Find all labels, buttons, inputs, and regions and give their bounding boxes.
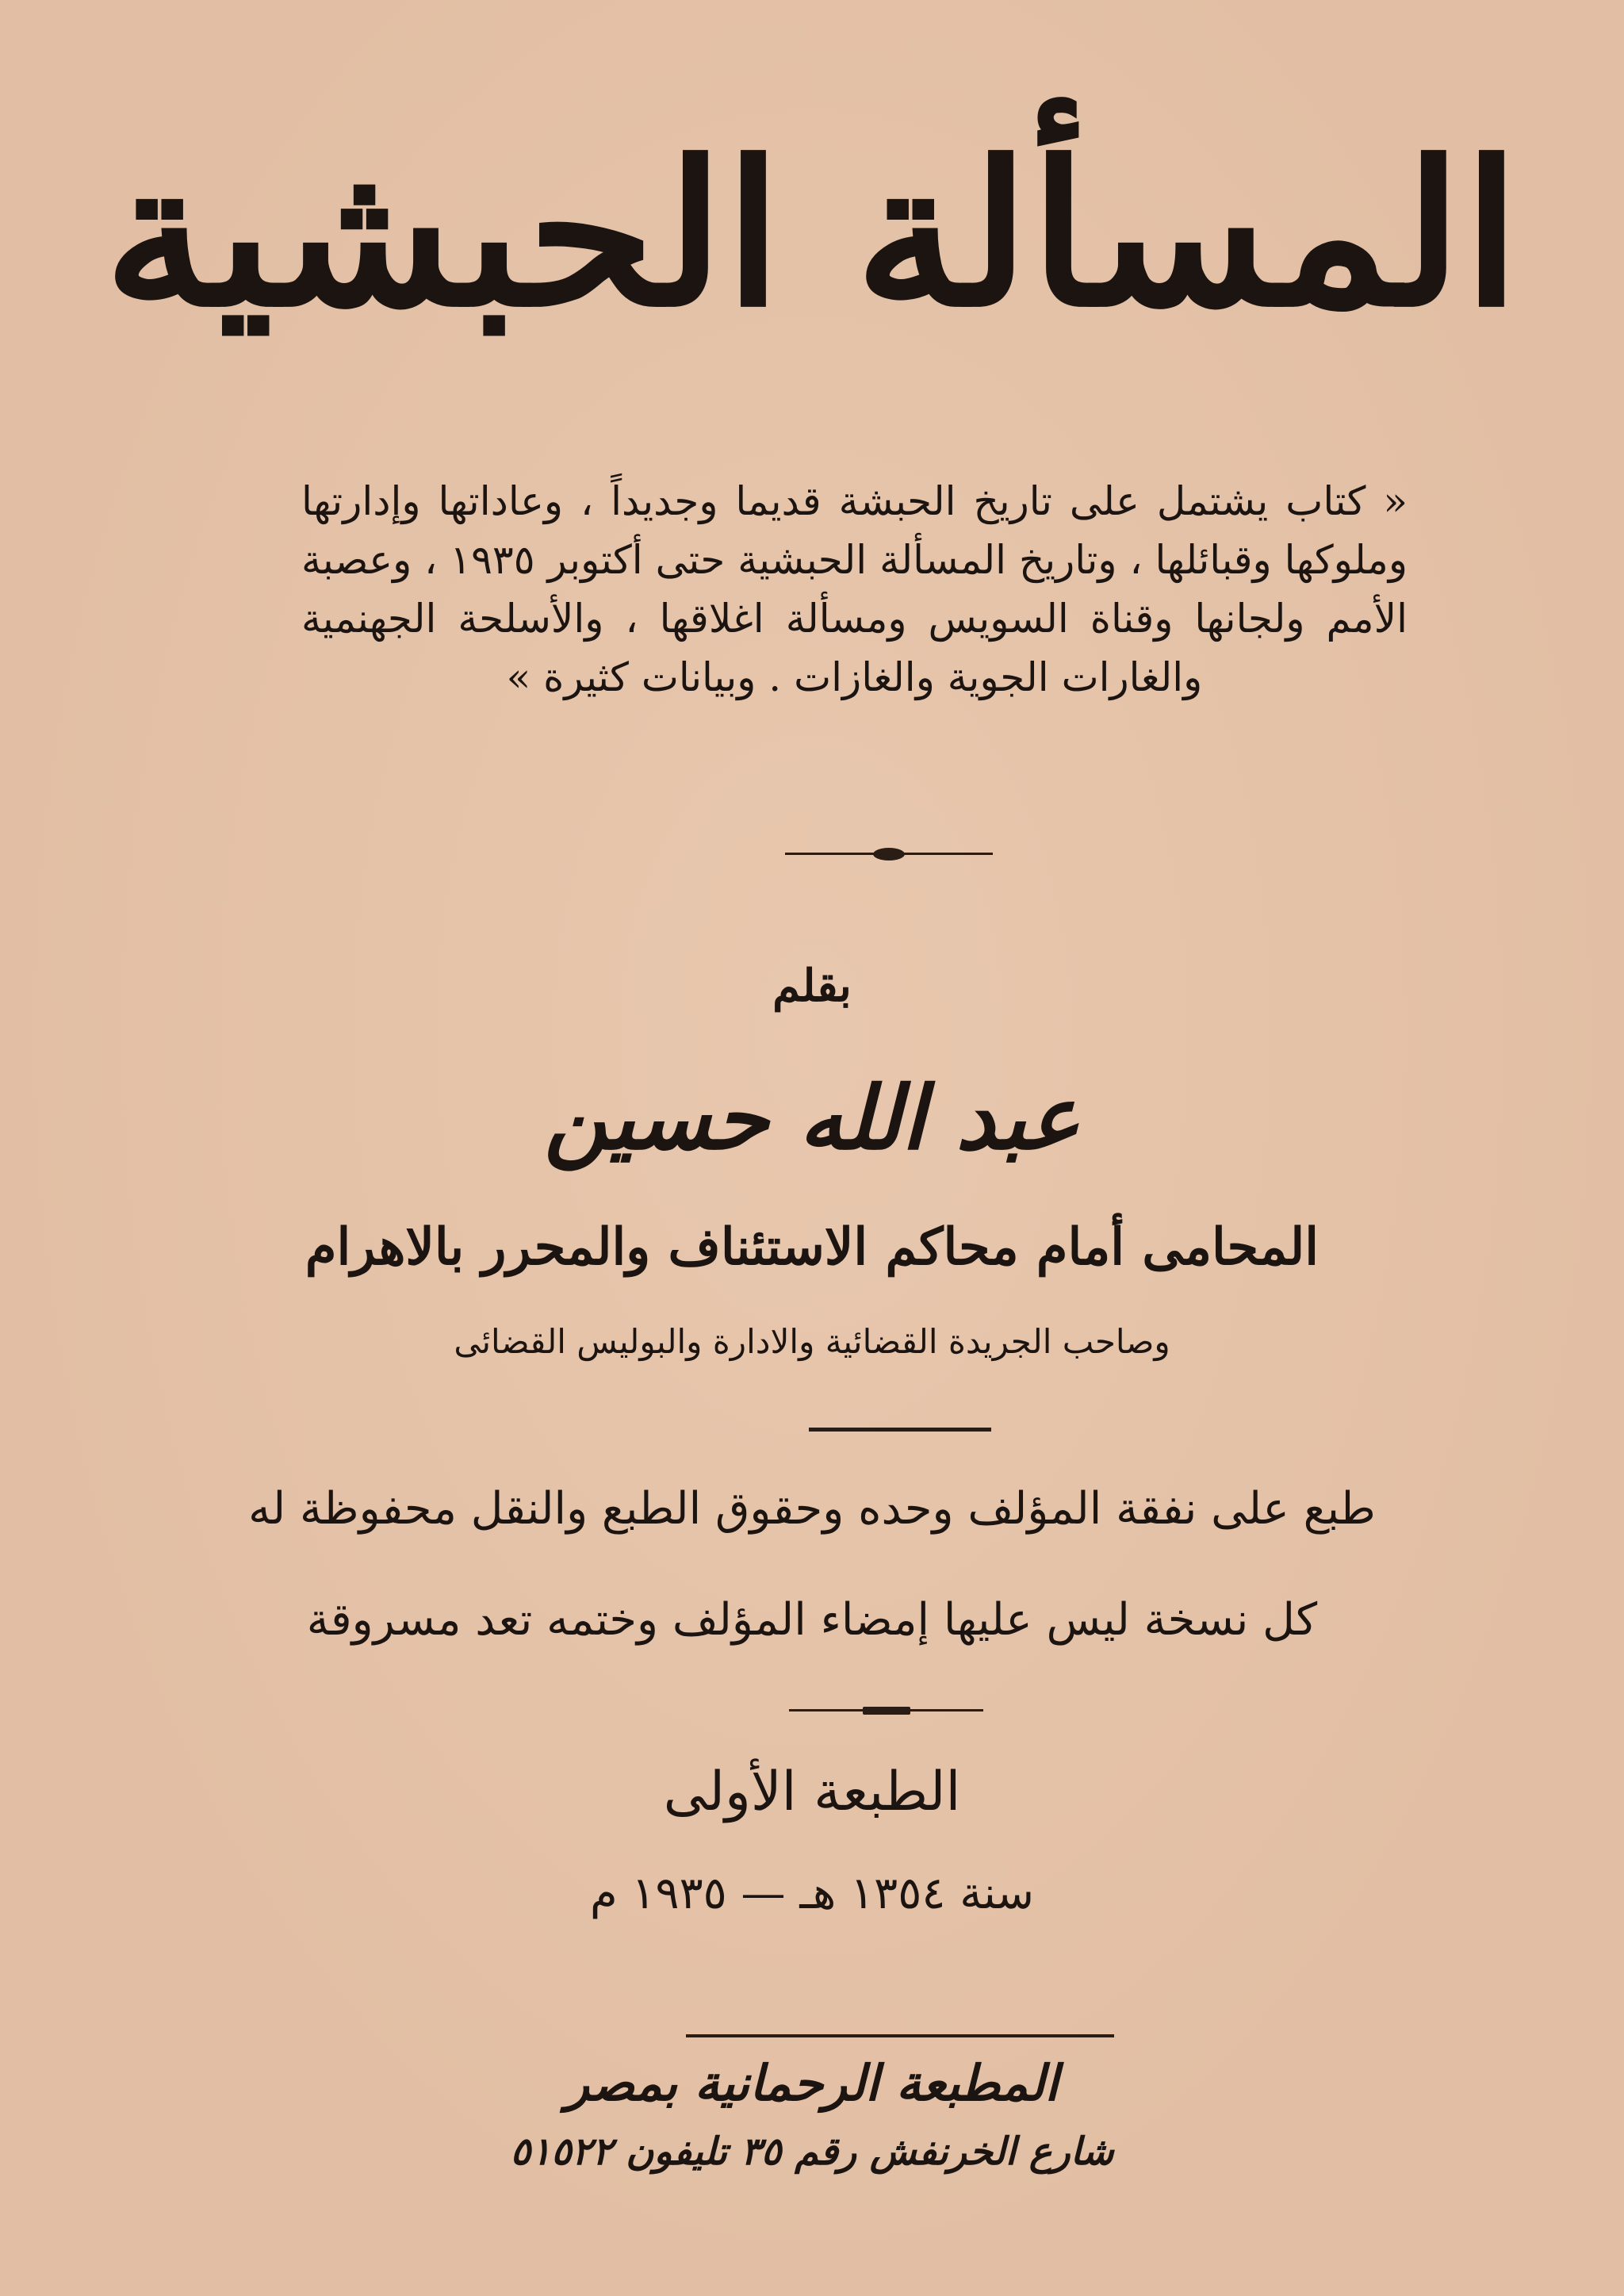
press-rule (686, 2034, 1114, 2037)
publication-year: سنة ١٣٥٤ هـ — ١٩٣٥ م (589, 1868, 1035, 1919)
printing-note: طبع على نفقة المؤلف وحده وحقوق الطبع والنقل محفوظة له (248, 1483, 1376, 1535)
copy-note: كل نسخة ليس عليها إمضاء المؤلف وختمه تعد مسروقة (306, 1594, 1318, 1646)
author-affiliation: وصاحب الجريدة القضائية والادارة والبوليس القضائى (454, 1322, 1170, 1361)
book-title: المسألة الحبشية (103, 117, 1521, 351)
ornament-dot (873, 848, 905, 861)
ornament-divider-top (785, 853, 993, 855)
author-role: المحامى أمام محاكم الاستئناف والمحرر بالاهرام (304, 1217, 1320, 1277)
press-name: المطبعة الرحمانية بمصر (565, 2054, 1059, 2112)
author-name: عبد الله حسين (544, 1067, 1080, 1169)
ornament-dot (863, 1707, 910, 1715)
press-address: شارع الخرنفش رقم ٣٥ تليفون ٥١٥٢٢ (510, 2129, 1114, 2174)
byline-prefix: بقلم (772, 960, 852, 1012)
edition-label: الطبعة الأولى (663, 1761, 961, 1823)
book-description: « كتاب يشتمل على تاريخ الحبشة قديما وجديداً ، وعاداتها وإدارتها وملوكها وقبائلها ، وتاريخ المسألة الحبشية حتى أكتوبر ١٩٣٥ ، وعصبة الأمم ولجانها وقناة السويس ومسألة اغلاقها ، والأسلحة الجهنمية والغارات الجوية والغازات . وبيانات كثيرة » (301, 478, 1408, 700)
divider-rule (809, 1428, 991, 1432)
ornament-divider-bottom (789, 1709, 983, 1711)
